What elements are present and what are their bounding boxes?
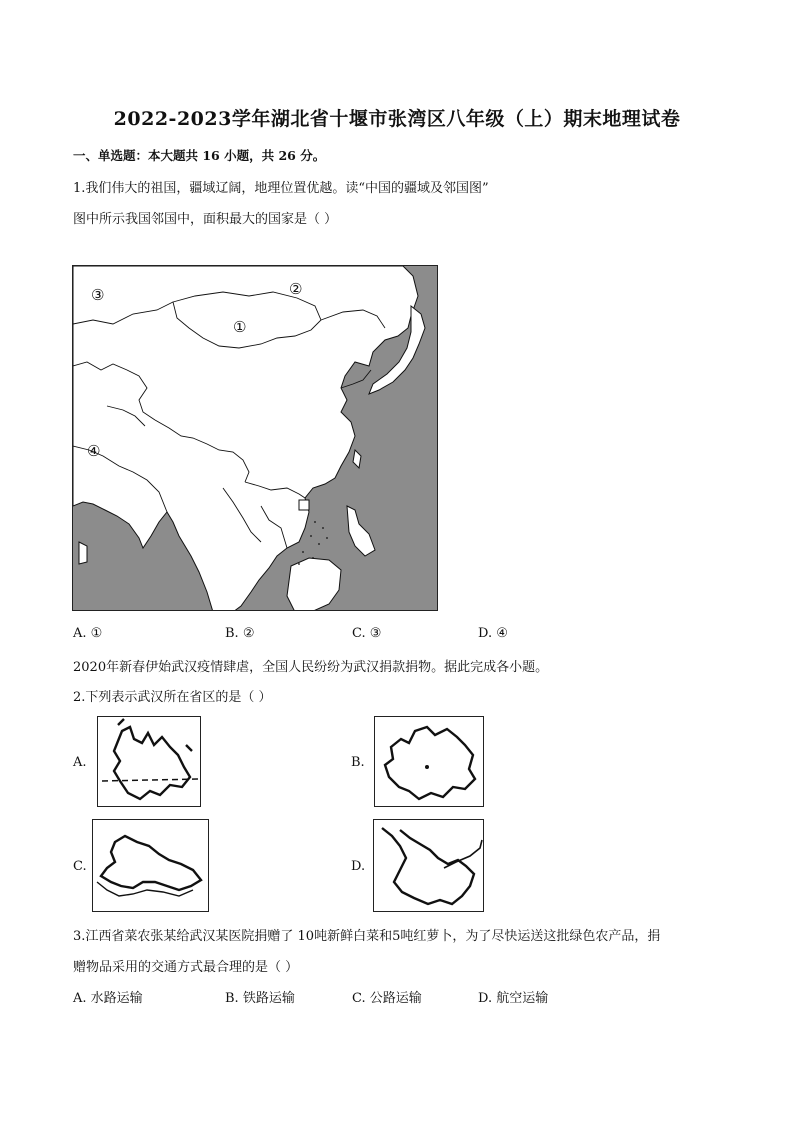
province-shape-b (375, 717, 485, 808)
sri-lanka-island (79, 542, 87, 564)
section-heading: 一、单选题：本大题共 16 小题，共 26 分。 (73, 148, 326, 163)
taiwan-island (353, 450, 361, 468)
china-territory-map (72, 265, 438, 611)
q1-option-c[interactable]: C. ③ (352, 626, 382, 641)
q1-option-b[interactable]: B. ② (225, 626, 255, 641)
context-paragraph: 2020年新春伊始武汉疫情肆虐，全国人民纷纷为武汉捐款捐物。据此完成各小题。 (73, 660, 549, 675)
q2-stem: 2.下列表示武汉所在省区的是（ ） (73, 690, 272, 705)
q2-option-c-shape[interactable] (92, 819, 209, 912)
province-shape-d (374, 820, 485, 913)
q3-option-b[interactable]: B. 铁路运输 (225, 991, 295, 1006)
q1-option-d[interactable]: D. ④ (478, 626, 508, 641)
q2-option-b-label[interactable]: B. (351, 755, 365, 770)
q2-option-c-label[interactable]: C. (73, 859, 87, 874)
map-label-2: ② (289, 280, 303, 298)
map-label-1: ① (233, 318, 247, 336)
q1-stem-line1: 1.我们伟大的祖国，疆域辽阔，地理位置优越。读“中国的疆域及邻国图” (73, 181, 489, 196)
q2-option-a-label[interactable]: A. (73, 755, 87, 770)
map-label-3: ③ (91, 286, 105, 304)
q3-option-a[interactable]: A. 水路运输 (73, 991, 143, 1006)
philippine-islands (347, 506, 375, 556)
map-drawing (73, 266, 438, 611)
borneo-island (287, 558, 341, 611)
province-shape-a (98, 717, 202, 808)
q2-option-d-label[interactable]: D. (351, 859, 366, 874)
q3-stem-line1: 3.江西省菜农张某给武汉某医院捐赠了 10吨新鲜白菜和5吨红萝卜，为了尽快运送这批绿色农产品，捐 (73, 929, 661, 944)
q3-option-c[interactable]: C. 公路运输 (352, 991, 422, 1006)
map-label-4: ④ (87, 442, 101, 460)
q1-stem-line2: 图中所示我国邻国中，面积最大的国家是（ ） (73, 212, 338, 227)
q1-option-a[interactable]: A. ① (73, 626, 103, 641)
q3-option-d[interactable]: D. 航空运输 (478, 991, 549, 1006)
hainan-island (299, 500, 309, 510)
exam-title: 2022-2023学年湖北省十堰市张湾区八年级（上）期末地理试卷 (113, 108, 681, 130)
q3-stem-line2: 赠物品采用的交通方式最合理的是（ ） (73, 960, 299, 975)
q2-option-a-shape[interactable] (97, 716, 201, 807)
province-shape-c (93, 820, 210, 913)
q2-option-b-shape[interactable] (374, 716, 484, 807)
q2-option-d-shape[interactable] (373, 819, 484, 912)
